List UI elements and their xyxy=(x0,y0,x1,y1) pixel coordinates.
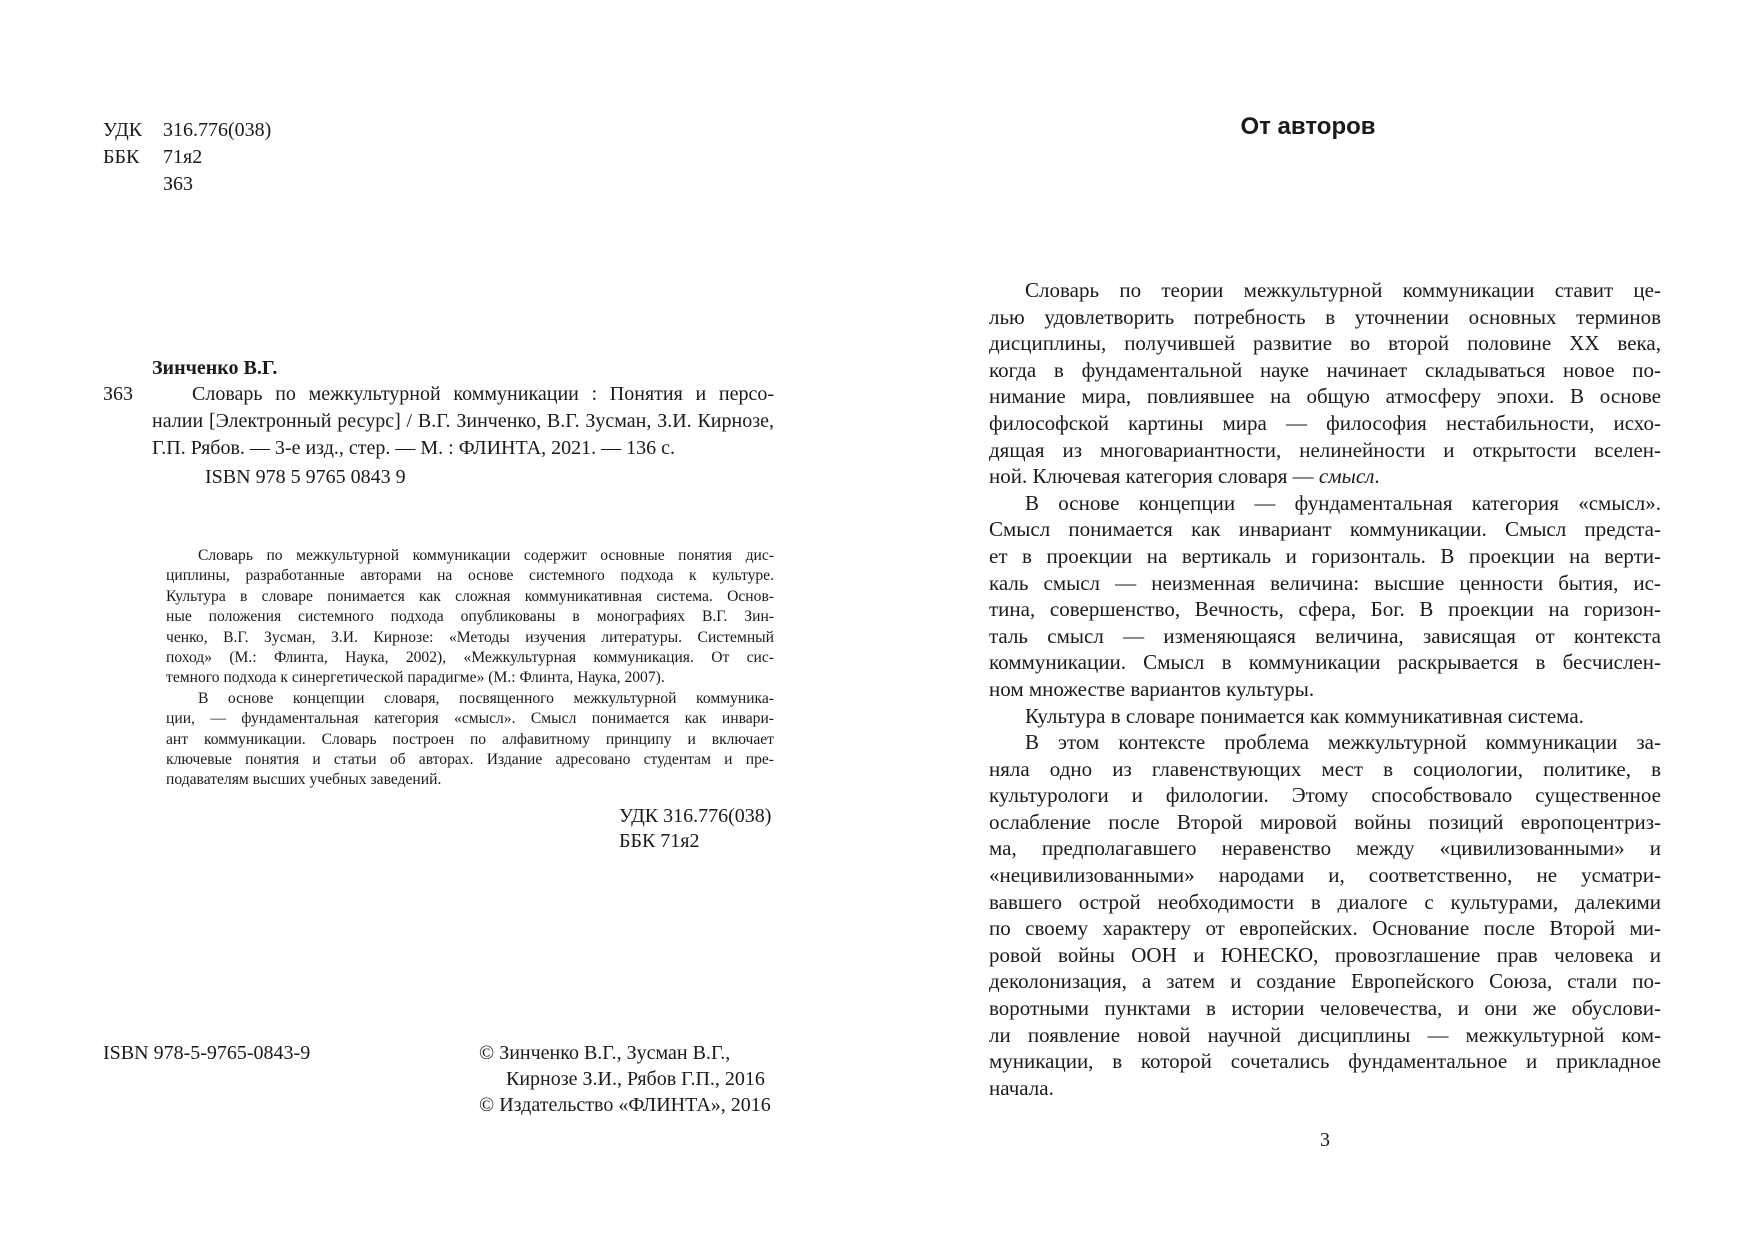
udk-value: 316.776(038) xyxy=(163,119,272,141)
copyright-line: © Издательство «ФЛИНТА», 2016 xyxy=(479,1094,771,1116)
udk-label: УДК xyxy=(103,119,143,141)
foreword-paragraph: В этом контексте проблема межкультурной коммуникации за- няла одно из главенствующих мест в социологии, политике, в культурологи и филологии. Этому способствовало существенное ослабление после Второй мировой войны позиций европоцентриз- ма, предполагавшего неравенство между «цивилизованными» и «нецивилизованными» народами и, соответственно, не усматри- вавшего острой необходимости в диалоге с культурами, далекими по своему характеру от европейских. Основание после Второй ми- ровой войны ООН и ЮНЕСКО, провозглашение прав человека и деколонизация, а затем и создание Европейского Союза, стали по- воротными пунктами в истории человечества, и они же обуслови- ли появление новой научной дисциплины — межкультурной ком- муникации, в которой сочетались фундаментальное и прикладное начала. xyxy=(989,730,1661,1100)
annotation-paragraph: В основе концепции словаря, посвященного межкультурной коммуника- ции, — фундаментальная категория «смысл». Смысл понимается как инвари- ант коммуникации. Словарь построен по алфавитному принципу и включает ключевые понятия и статьи об авторах. Издание адресовано студентам и пре- подавателям высших учебных заведений. xyxy=(166,689,774,789)
copyright xyxy=(479,1040,771,1118)
key-term: смысл xyxy=(1318,464,1375,489)
side-mark: З63 xyxy=(103,383,134,405)
annotation xyxy=(166,546,774,791)
foreword-paragraph: В основе концепции — фундаментальная категория «смысл». Смысл понимается как инвариант коммуникации. Смысл предста- ет в проекции на вертикаль и горизонталь. В проекции на верти- каль смысл — неизменная величина: высшие ценности бытия, ис- тина, совершенство, Вечность, сфера, Бог. В проекции на горизон- таль смысл — изменяющаяся величина, зависящая от контекста коммуникации. Смысл в коммуникации раскрывается в бесчислен- ном множестве вариантов культуры. xyxy=(989,490,1661,701)
isbn-inline: ISBN 978 5 9765 0843 9 xyxy=(205,466,406,488)
description-line: Словарь по межкультурной коммуникации : Понятия и персо- xyxy=(192,383,774,405)
author-mark: З63 xyxy=(163,173,194,195)
isbn-bottom: ISBN 978-5-9765-0843-9 xyxy=(103,1042,311,1064)
udk-bottom: УДК 316.776(038) xyxy=(619,805,772,827)
copyright-line: © Зинченко В.Г., Зусман В.Г., xyxy=(479,1042,731,1064)
description xyxy=(152,381,774,462)
bbk-label: ББК xyxy=(103,146,140,168)
bbk-bottom: ББК 71я2 xyxy=(619,830,700,852)
udk-top xyxy=(103,117,323,198)
foreword-paragraph: Культура в словаре понимается как коммуникативная система. xyxy=(1025,703,1584,728)
copyright-line: Кирнозе З.И., Рябов Г.П., 2016 xyxy=(506,1068,765,1090)
foreword-paragraph: Словарь по теории межкультурной коммуникации ставит це- лью удовлетворить потребность в уточнении основных терминов дисциплины, получившей развитие во второй половине XX века, когда в фундаментальной науке начинает складываться новое по- нимание мира, повлиявшее на общую атмосферу эпохи. В основе философской картины мира — философия нестабильности, исхо- дящая из многовариантности, нелинейности и открытости вселен- ной. Ключевая категория словаря — смысл. xyxy=(989,278,1661,489)
annotation-paragraph: Словарь по межкультурной коммуникации содержит основные понятия дис- циплины, разработанные авторами на основе системного подхода к культуре. Культура в словаре понимается как сложная коммуникативная система. Основ- ные положения системного подхода опубликованы в монографиях В.Г. Зин- ченко, В.Г. Зусман, З.И. Кирнозе: «Методы изучения литературы. Системный поход» (М.: Флинта, Наука, 2002), «Межкультурная коммуникация. От сис- темного подхода к синергетической парадигме» (М.: Флинта, Наука, 2007). xyxy=(166,547,774,687)
foreword-body xyxy=(989,277,1661,1101)
author-name: Зинченко В.Г. xyxy=(152,357,278,379)
page-title: От авторов xyxy=(1240,113,1376,140)
description-line: налии [Электронный ресурс] / В.Г. Зинченко, В.Г. Зусман, З.И. Кирнозе, xyxy=(152,410,774,432)
bbk-value: 71я2 xyxy=(163,146,203,168)
page-number: 3 xyxy=(1320,1129,1330,1151)
description-line: Г.П. Рябов. — 3-е изд., стер. — М. : ФЛИНТА, 2021. — 136 с. xyxy=(152,437,676,459)
